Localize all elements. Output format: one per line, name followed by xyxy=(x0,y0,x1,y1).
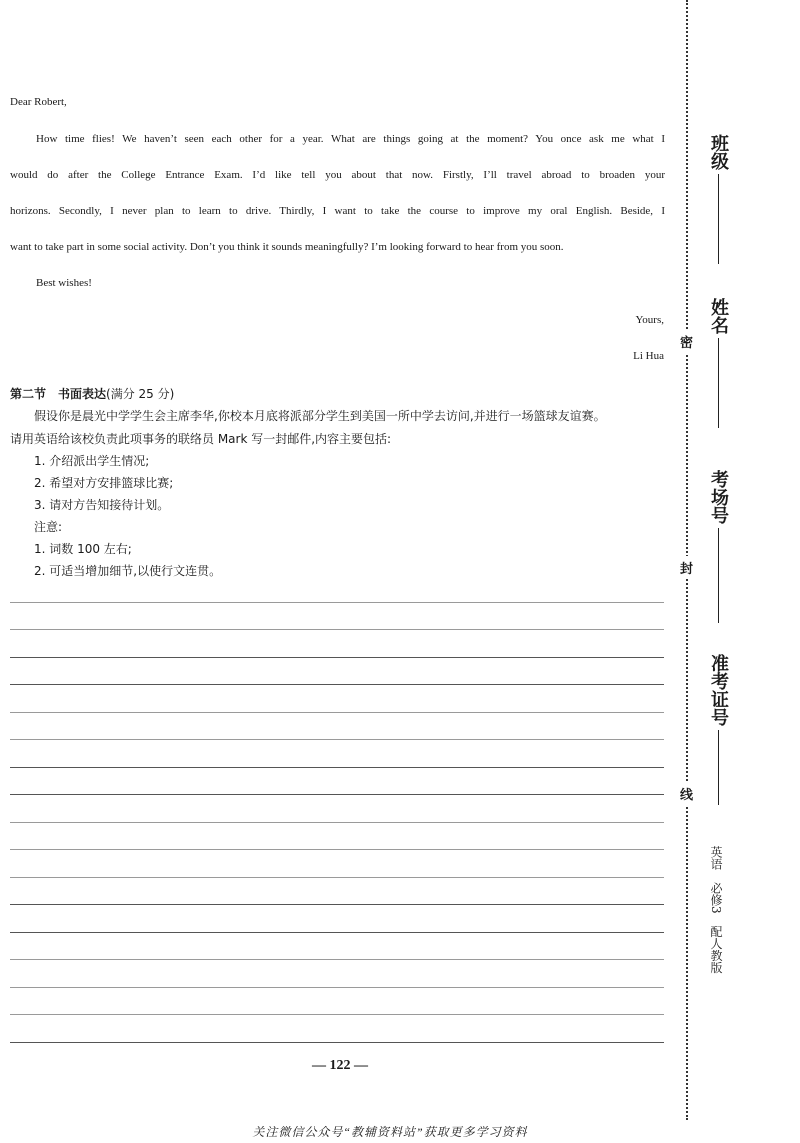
answer-line[interactable] xyxy=(10,849,664,850)
note-label: 注意: xyxy=(34,520,63,534)
letter-sign-off: Yours, xyxy=(635,314,664,326)
prompt-item: 2. 希望对方安排篮球比赛; xyxy=(34,476,174,490)
letter-signer: Li Hua xyxy=(633,350,664,362)
prompt-item: 1. 介绍派出学生情况; xyxy=(34,454,150,468)
seal-mark-xian: 线 xyxy=(680,782,693,805)
answer-line[interactable] xyxy=(10,767,664,768)
letter-line: would do after the College Entrance Exam. I’d like tell you about that now. Firstly, I’ll travel abroad to broaden your xyxy=(10,169,665,181)
note-item: 1. 词数 100 左右; xyxy=(34,542,132,556)
answer-line[interactable] xyxy=(10,1042,664,1043)
prompt-line: 假设你是晨光中学学生会主席李华,你校本月底将派部分学生到美国一所中学去访问,并进行一场篮球友谊赛。 xyxy=(34,409,606,423)
exam-room-field[interactable] xyxy=(706,470,730,623)
answer-line[interactable] xyxy=(10,684,664,685)
class-field[interactable] xyxy=(706,134,730,264)
note-item: 2. 可适当增加细节,以使行文连贯。 xyxy=(34,564,222,578)
exam-room-blank[interactable] xyxy=(718,528,719,623)
prompt-line: 请用英语给该校负责此项事务的联络员 Mark 写一封邮件,内容主要包括: xyxy=(10,432,392,446)
letter-line: How time flies! We haven’t seen each other for a year. What are things going at the moment? You once ask me what I xyxy=(36,133,665,145)
answer-line[interactable] xyxy=(10,932,664,933)
section-title xyxy=(10,385,174,402)
answer-line[interactable] xyxy=(10,987,664,988)
answer-line[interactable] xyxy=(10,657,664,658)
exam-room-label: 考场号 xyxy=(708,470,729,524)
answer-line[interactable] xyxy=(10,712,664,713)
section-title-text: 第二节 书面表达 xyxy=(10,387,107,401)
answer-line[interactable] xyxy=(10,602,664,603)
answer-line[interactable] xyxy=(10,794,664,795)
answer-line[interactable] xyxy=(10,877,664,878)
class-blank[interactable] xyxy=(718,174,719,264)
letter-greeting: Dear Robert, xyxy=(10,96,67,108)
answer-line[interactable] xyxy=(10,1014,664,1015)
answer-line[interactable] xyxy=(10,959,664,960)
letter-line: horizons. Secondly, I never plan to learn to drive. Thirdly, I want to take the course to improve my oral English. Beside, I xyxy=(10,205,665,217)
letter-line: want to take part in some social activity. Don’t you think it sounds meaningfully? I’m looking forward to hear from you soon. xyxy=(10,241,564,253)
seal-mark-feng: 封 xyxy=(680,556,693,579)
answer-line[interactable] xyxy=(10,904,664,905)
footer-note: 关注微信公众号“教辅资料站”获取更多学习资料 xyxy=(252,1125,528,1139)
name-field[interactable] xyxy=(706,298,730,428)
section-score: (满分 25 分) xyxy=(106,387,175,401)
admission-number-blank[interactable] xyxy=(718,730,719,805)
letter-closing: Best wishes! xyxy=(36,277,92,289)
answer-line[interactable] xyxy=(10,629,664,630)
subject-label: 英语 必修3 配人教版 xyxy=(709,846,723,974)
answer-line[interactable] xyxy=(10,739,664,740)
answer-line[interactable] xyxy=(10,822,664,823)
name-label: 姓名 xyxy=(708,298,729,334)
class-label: 班级 xyxy=(708,134,729,170)
name-blank[interactable] xyxy=(718,338,719,428)
seal-mark-mi: 密 xyxy=(680,330,693,353)
page-number: — 122 — xyxy=(312,1058,368,1073)
admission-number-label: 准考证号 xyxy=(708,654,729,726)
admission-number-field[interactable] xyxy=(706,654,730,805)
prompt-item: 3. 请对方告知接待计划。 xyxy=(34,498,170,512)
